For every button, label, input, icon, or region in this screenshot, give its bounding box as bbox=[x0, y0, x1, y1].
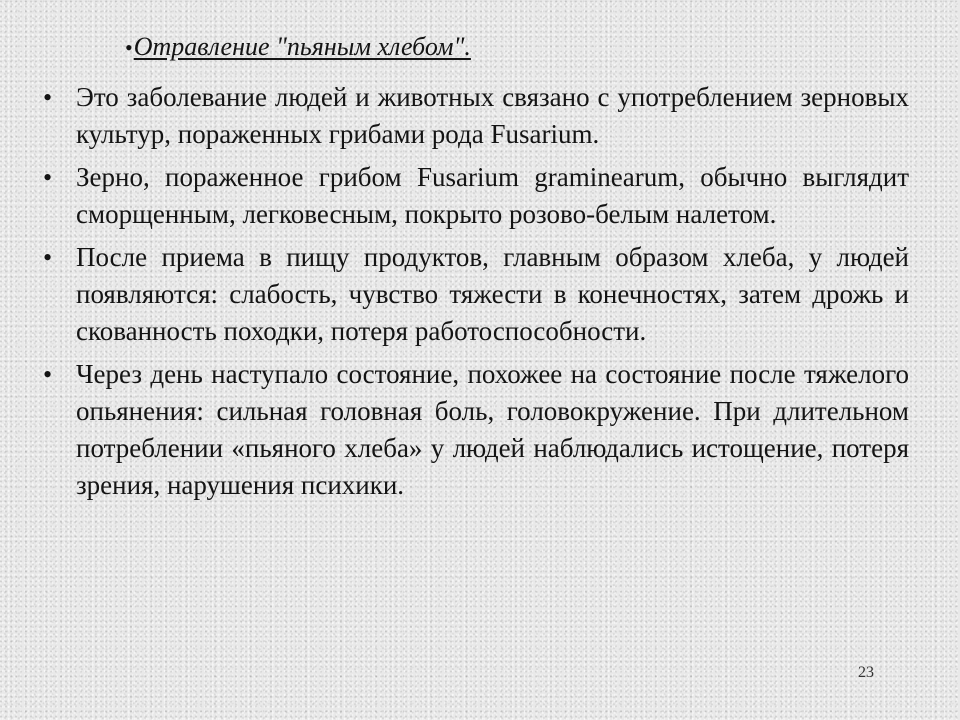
bullet-list bbox=[43, 79, 909, 510]
bullet-mark: • bbox=[43, 163, 53, 192]
subtitle-text: Отравление "пьяным хлебом". bbox=[133, 32, 471, 61]
bullet-mark: • bbox=[43, 83, 53, 112]
bullet-item bbox=[43, 239, 909, 350]
slide-subtitle bbox=[125, 30, 471, 65]
bullet-text: Через день наступало состояние, похожее на состояние после тяжелого опьянения: сильная головная боль, головокружение. При длительном потреблении «пьяного хлеба» у людей наблюдались истощение, потеря зрения, нарушения психики. bbox=[76, 359, 909, 500]
bullet-text: После приема в пищу продуктов, главным образом хлеба, у людей появляются: слабость, чувство тяжести в конечностях, затем дрожь и скованность походки, потеря работоспособности. bbox=[76, 242, 909, 346]
bullet-mark: • bbox=[43, 243, 53, 272]
bullet-item bbox=[43, 159, 909, 233]
bullet-mark: • bbox=[43, 360, 53, 389]
bullet-text: Зерно, пораженное грибом Fusarium graminearum, обычно выглядит сморщенным, легковесным, покрыто розово-белым налетом. bbox=[76, 162, 909, 229]
subtitle-bullet: • bbox=[125, 35, 133, 60]
bullet-text: Это заболевание людей и животных связано с употреблением зерновых культур, пораженных грибами рода Fusarium. bbox=[76, 82, 909, 149]
bullet-item bbox=[43, 356, 909, 504]
page-number: 23 bbox=[858, 664, 874, 681]
bullet-item bbox=[43, 79, 909, 153]
